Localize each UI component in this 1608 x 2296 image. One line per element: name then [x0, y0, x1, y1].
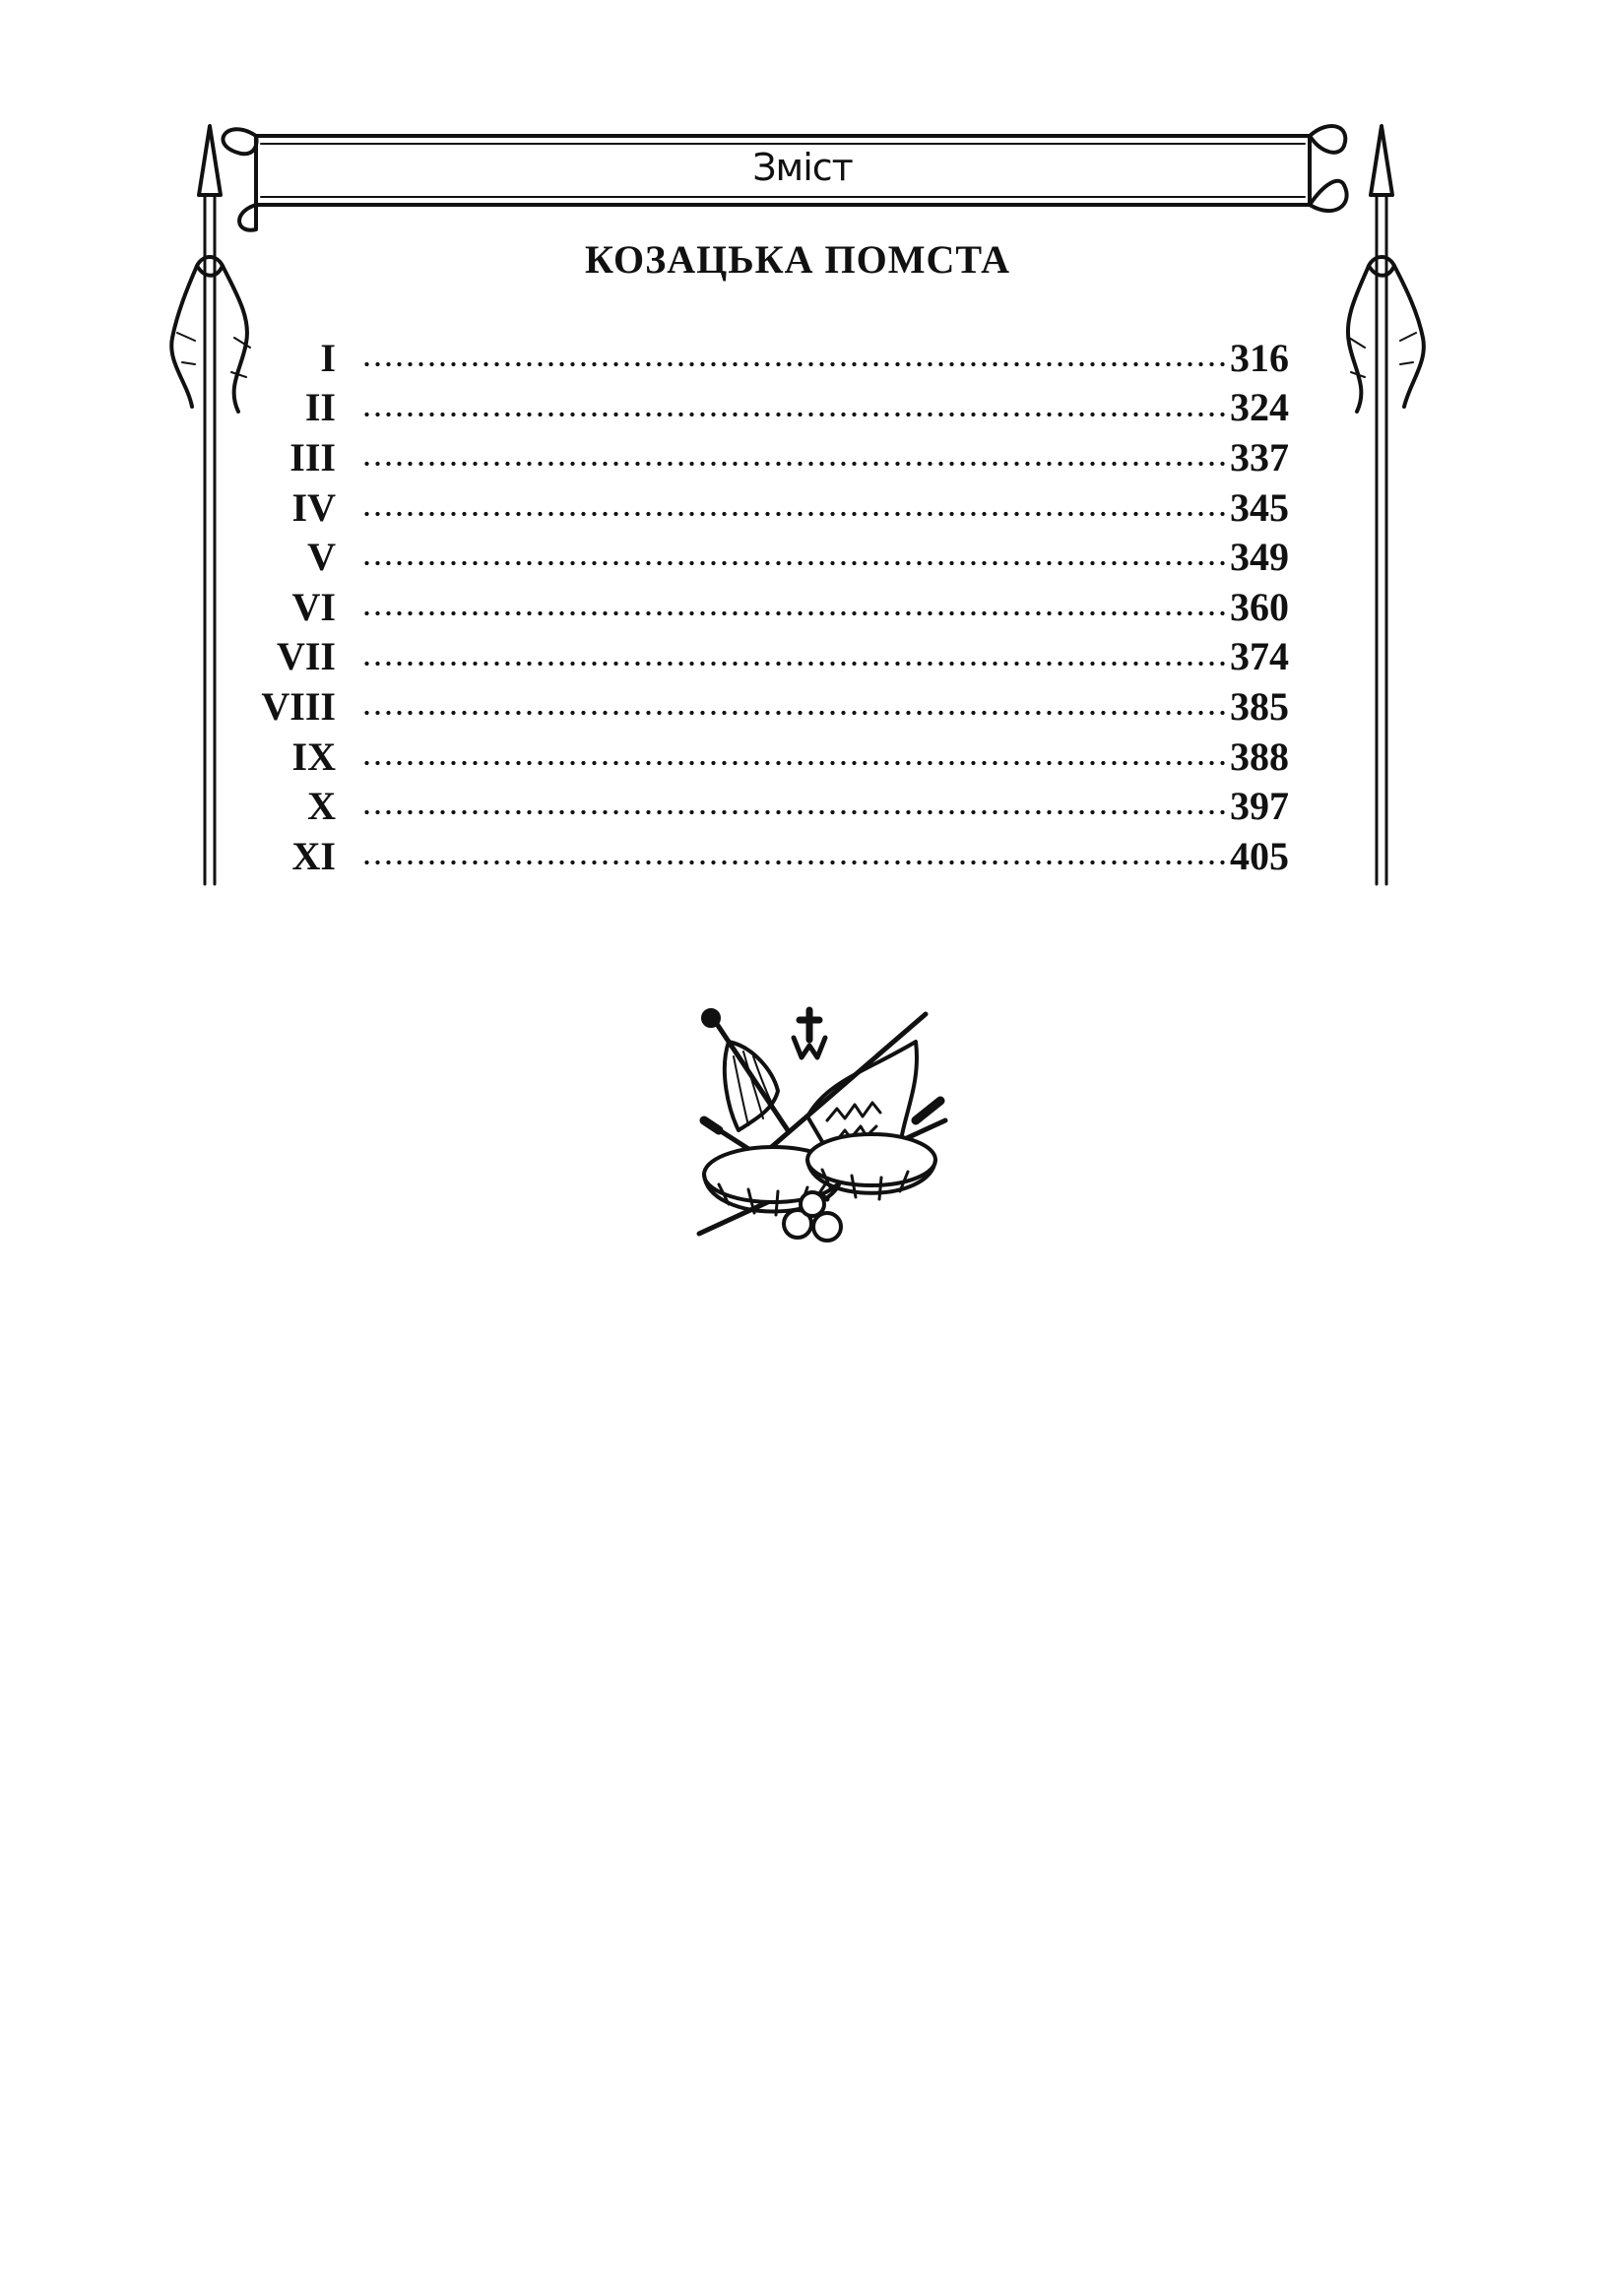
- toc-row[interactable]: [251, 532, 1334, 582]
- toc-row[interactable]: [251, 482, 1334, 533]
- toc-row[interactable]: [251, 632, 1334, 682]
- toc-row[interactable]: [251, 333, 1334, 383]
- chapter-number: VII: [276, 634, 336, 679]
- chapter-number: XI: [291, 833, 336, 878]
- page-number: 324: [1230, 385, 1289, 430]
- toc-row[interactable]: [251, 681, 1334, 732]
- dot-leader: [361, 360, 1230, 368]
- chapter-number: X: [307, 784, 336, 829]
- toc-row[interactable]: [251, 582, 1334, 632]
- dot-leader: [361, 510, 1230, 518]
- cossack-drums-flag-emblem-icon: [679, 1002, 955, 1248]
- toc-row[interactable]: [251, 732, 1334, 782]
- chapter-number: I: [320, 335, 336, 380]
- page-number: 345: [1230, 484, 1289, 530]
- page-number: 337: [1230, 434, 1289, 479]
- chapter-number: IX: [291, 733, 336, 779]
- page-number: 385: [1230, 683, 1289, 729]
- chapter-number: II: [304, 385, 336, 430]
- chapter-number: V: [307, 535, 336, 580]
- toc-row[interactable]: [251, 432, 1334, 482]
- chapter-number: IV: [291, 484, 336, 530]
- book-title: КОЗАЦЬКА ПОМСТА: [584, 237, 1010, 282]
- chapter-number: VIII: [261, 683, 336, 729]
- dot-leader: [361, 759, 1230, 767]
- page-number: 388: [1230, 733, 1289, 779]
- toc-row[interactable]: [251, 383, 1334, 433]
- page-number: 397: [1230, 784, 1289, 829]
- page-number: 349: [1230, 535, 1289, 580]
- dot-leader: [361, 411, 1230, 418]
- dot-leader: [361, 808, 1230, 816]
- toc-row[interactable]: [251, 781, 1334, 831]
- dot-leader: [361, 609, 1230, 617]
- section-title: Зміст: [752, 146, 853, 189]
- page-number: 374: [1230, 634, 1289, 679]
- page-number: 316: [1230, 335, 1289, 380]
- dot-leader: [361, 559, 1230, 567]
- page-number: 360: [1230, 584, 1289, 629]
- dot-leader: [361, 709, 1230, 717]
- dot-leader: [361, 859, 1230, 866]
- dot-leader: [361, 660, 1230, 668]
- toc-row[interactable]: [251, 831, 1334, 881]
- table-of-contents: [251, 333, 1334, 881]
- page-number: 405: [1230, 833, 1289, 878]
- chapter-number: III: [289, 434, 336, 479]
- dot-leader: [361, 460, 1230, 468]
- chapter-number: VI: [291, 584, 336, 629]
